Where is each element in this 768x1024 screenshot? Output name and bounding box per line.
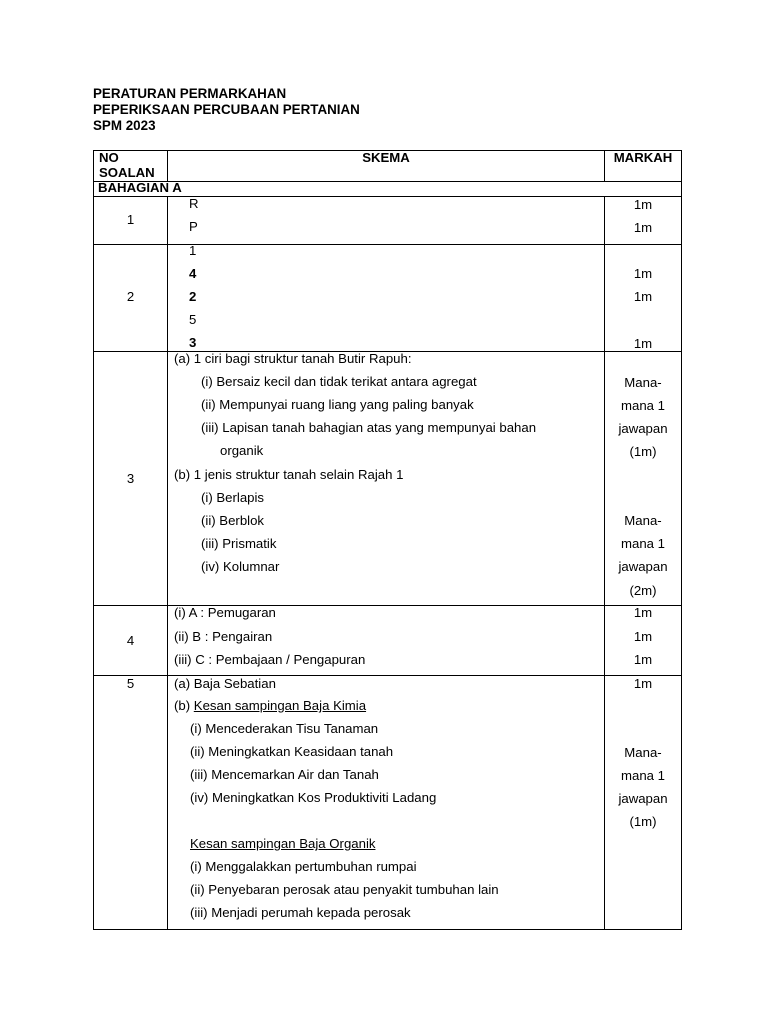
table-rule xyxy=(167,196,168,930)
table-rule xyxy=(93,150,94,930)
document-header xyxy=(93,86,360,134)
answer-line: organik xyxy=(220,443,264,458)
answer-line: (i) Menggalakkan pertumbuhan rumpai xyxy=(190,859,417,874)
mark-value: 1m xyxy=(633,220,653,235)
answer-line: (i) A : Pemugaran xyxy=(174,605,276,620)
mark-value: 1m xyxy=(633,336,653,351)
header-line-1: PERATURAN PERMARKAHAN xyxy=(93,86,287,101)
mark-value: Mana- xyxy=(624,375,662,390)
answer-line: (i) Bersaiz kecil dan tidak terikat antara agregat xyxy=(201,374,477,389)
answer-line: (ii) Mempunyai ruang liang yang paling banyak xyxy=(201,397,474,412)
answer-line: (a) 1 ciri bagi struktur tanah Butir Rapuh: xyxy=(174,351,412,366)
answer-line: (i) Mencederakan Tisu Tanaman xyxy=(190,721,379,736)
question-number: 3 xyxy=(126,471,135,486)
table-rule xyxy=(681,150,682,930)
answer-line: (iv) Meningkatkan Kos Produktiviti Ladang xyxy=(190,790,437,805)
column-header-no: NO xyxy=(99,150,119,165)
question-number: 4 xyxy=(126,633,135,648)
answer-line: (a) Baja Sebatian xyxy=(174,676,276,691)
mark-value: jawapan xyxy=(618,421,668,436)
answer-line: R xyxy=(189,196,199,211)
answer-prefix: (b) xyxy=(174,698,194,713)
answer-line: 2 xyxy=(189,289,197,304)
mark-value: mana 1 xyxy=(621,768,665,783)
answer-line: (iv) Kolumnar xyxy=(201,559,280,574)
column-header-markah: MARKAH xyxy=(613,150,673,165)
question-number: 2 xyxy=(126,289,135,304)
mark-value: mana 1 xyxy=(621,398,665,413)
answer-line: (ii) B : Pengairan xyxy=(174,629,273,644)
mark-value: (2m) xyxy=(629,583,657,598)
answer-line: (iii) Lapisan tanah bahagian atas yang mempunyai bahan xyxy=(201,420,537,435)
column-header-skema: SKEMA xyxy=(362,150,410,165)
mark-value: Mana- xyxy=(624,745,662,760)
answer-line: P xyxy=(189,219,198,234)
mark-value: 1m xyxy=(633,652,653,667)
answer-line: (ii) Penyebaran perosak atau penyakit tumbuhan lain xyxy=(190,882,499,897)
mark-value: mana 1 xyxy=(621,536,665,551)
mark-value: jawapan xyxy=(618,791,668,806)
mark-value: (1m) xyxy=(629,814,657,829)
subheading-underlined: Kesan sampingan Baja Kimia xyxy=(193,698,367,713)
answer-line: (iii) Prismatik xyxy=(201,536,277,551)
mark-value: 1m xyxy=(633,605,653,620)
answer-line: 3 xyxy=(189,335,197,350)
mark-value: Mana- xyxy=(624,513,662,528)
question-number: 1 xyxy=(126,212,135,227)
answer-line: (ii) Berblok xyxy=(201,513,265,528)
answer-line: (iii) Menjadi perumah kepada perosak xyxy=(190,905,411,920)
mark-value: 1m xyxy=(633,629,653,644)
mark-value: 1m xyxy=(633,197,653,212)
answer-line: (i) Berlapis xyxy=(201,490,265,505)
table-rule xyxy=(93,244,682,245)
answer-line: (iii) C : Pembajaan / Pengapuran xyxy=(174,652,366,667)
answer-line xyxy=(174,698,366,714)
answer-line: 5 xyxy=(189,312,197,327)
answer-line: 4 xyxy=(189,266,197,281)
question-number: 5 xyxy=(126,676,135,691)
mark-value: 1m xyxy=(633,289,653,304)
answer-line: (b) 1 jenis struktur tanah selain Rajah 1 xyxy=(174,467,404,482)
mark-value: jawapan xyxy=(618,559,668,574)
column-header-soalan: SOALAN xyxy=(99,165,155,180)
answer-line: (iii) Mencemarkan Air dan Tanah xyxy=(190,767,379,782)
header-line-2: PEPERIKSAAN PERCUBAAN PERTANIAN xyxy=(93,102,360,117)
table-rule xyxy=(93,929,682,930)
header-line-3: SPM 2023 xyxy=(93,118,156,133)
answer-line: (ii) Meningkatkan Keasidaan tanah xyxy=(190,744,394,759)
mark-value: (1m) xyxy=(629,444,657,459)
answer-line: 1 xyxy=(189,243,197,258)
table-rule xyxy=(93,196,682,197)
mark-value: 1m xyxy=(633,676,653,691)
section-label: BAHAGIAN A xyxy=(98,180,182,195)
mark-value: 1m xyxy=(633,266,653,281)
subheading-underlined: Kesan sampingan Baja Organik xyxy=(190,836,376,851)
marking-scheme-table xyxy=(93,150,682,930)
